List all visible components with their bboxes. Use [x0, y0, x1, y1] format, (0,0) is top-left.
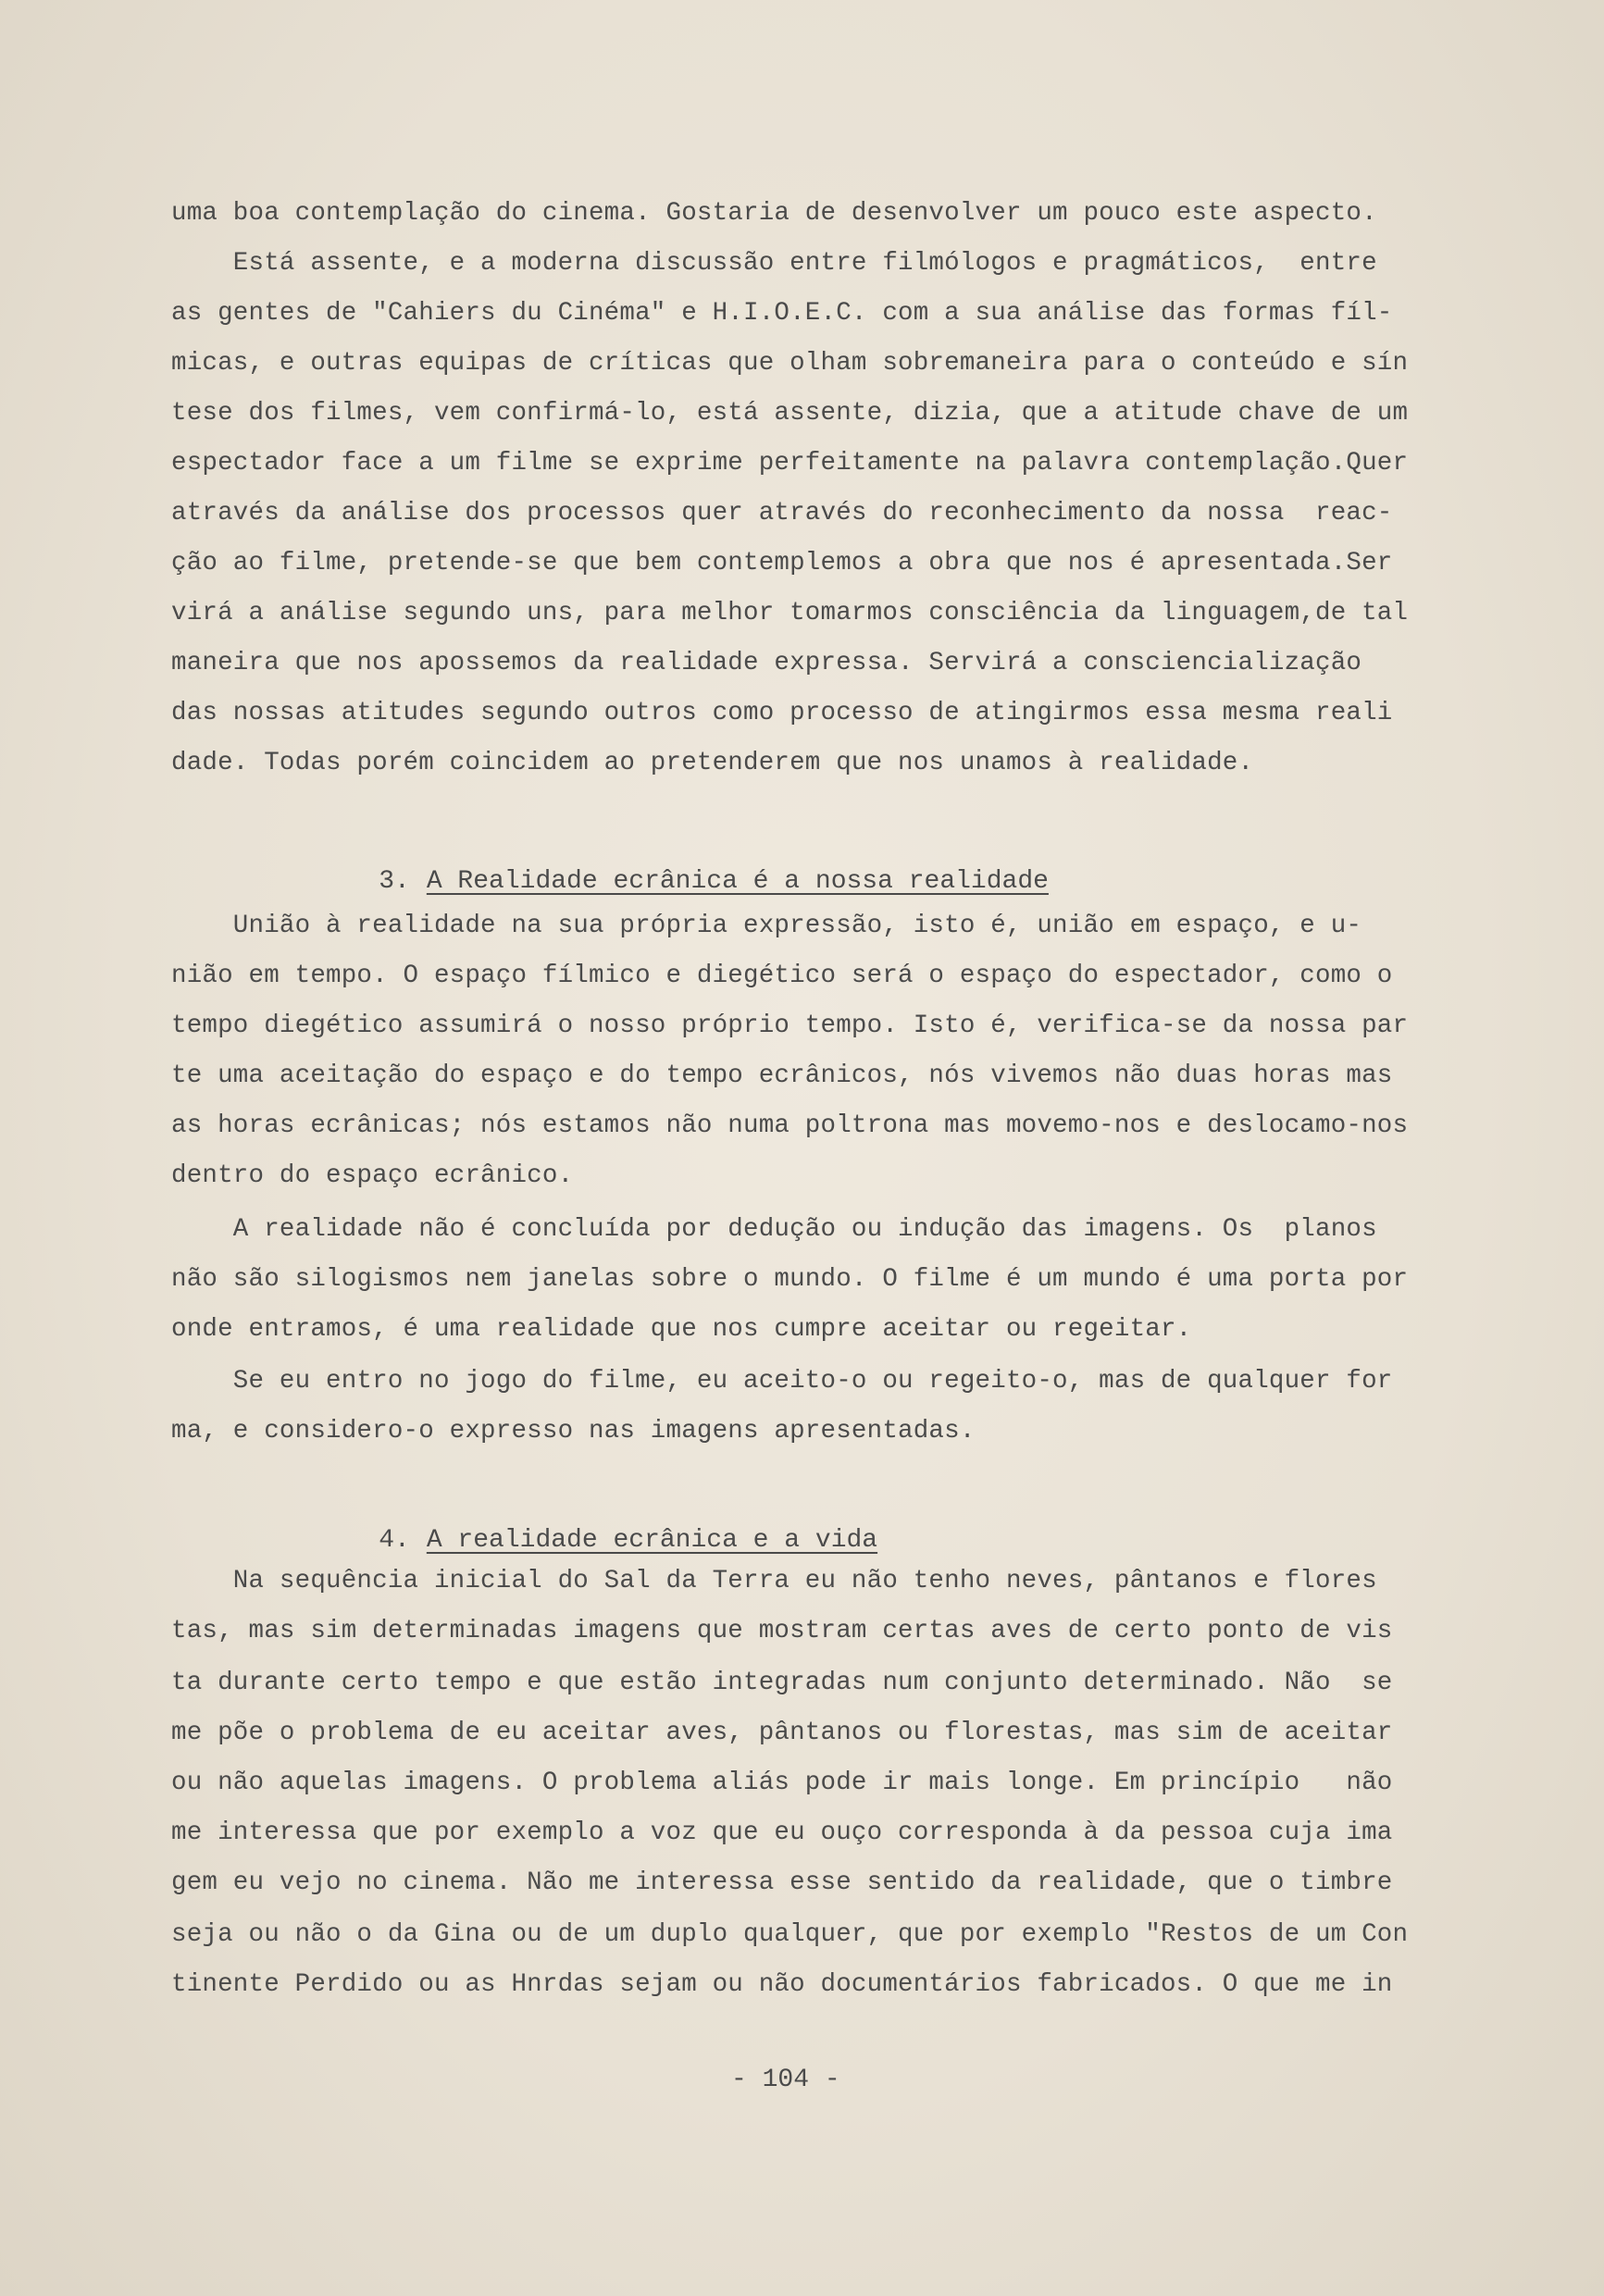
text-line: das nossas atitudes segundo outros como processo de atingirmos essa mesma reali [171, 699, 1393, 727]
section-title: A realidade ecrânica e a vida [426, 1526, 878, 1555]
text-line: micas, e outras equipas de críticas que olham sobremaneira para o conteúdo e sín [171, 349, 1409, 378]
text-line: União à realidade na sua própria expressão, isto é, união em espaço, e u- [171, 912, 1362, 940]
text-line: ção ao filme, pretende-se que bem contemplemos a obra que nos é apresentada.Ser [171, 549, 1393, 577]
text-line: não são silogismos nem janelas sobre o mundo. O filme é um mundo é uma porta por [171, 1265, 1409, 1294]
text-line: Se eu entro no jogo do filme, eu aceito-o ou regeito-o, mas de qualquer for [171, 1367, 1393, 1396]
text-line: seja ou não o da Gina ou de um duplo qualquer, que por exemplo "Restos de um Con [171, 1920, 1409, 1949]
text-line: uma boa contemplação do cinema. Gostaria de desenvolver um pouco este aspecto. [171, 199, 1377, 228]
text-line: me põe o problema de eu aceitar aves, pântanos ou florestas, mas sim de aceitar [171, 1719, 1393, 1747]
text-line: tas, mas sim determinadas imagens que mostram certas aves de certo ponto de vis [171, 1617, 1393, 1645]
text-line: tinente Perdido ou as Hnrdas sejam ou não documentários fabricados. O que me in [171, 1970, 1393, 1999]
text-line: A realidade não é concluída por dedução ou indução das imagens. Os planos [171, 1215, 1377, 1244]
text-line: maneira que nos apossemos da realidade expressa. Servirá a consciencialização [171, 649, 1362, 677]
section-number: 3. [379, 867, 410, 896]
page-number: - 104 - [731, 2066, 840, 2094]
text-line: ta durante certo tempo e que estão integradas num conjunto determinado. Não se [171, 1669, 1393, 1697]
text-line: dentro do espaço ecrânico. [171, 1161, 574, 1190]
text-line: através da análise dos processos quer através do reconhecimento da nossa reac- [171, 499, 1393, 527]
text-line: as gentes de "Cahiers du Cinéma" e H.I.O.E.C. com a sua análise das formas fíl- [171, 299, 1393, 328]
text-line: tempo diegético assumirá o nosso próprio tempo. Isto é, verifica-se da nossa par [171, 1011, 1409, 1040]
text-line: dade. Todas porém coincidem ao pretenderem que nos unamos à realidade. [171, 749, 1254, 777]
section-number: 4. [379, 1526, 410, 1555]
text-line: tese dos filmes, vem confirmá-lo, está assente, dizia, que a atitude chave de um [171, 399, 1409, 428]
text-line: onde entramos, é uma realidade que nos cumpre aceitar ou regeitar. [171, 1315, 1192, 1344]
section-title: A Realidade ecrânica é a nossa realidade [426, 867, 1049, 896]
text-line: nião em tempo. O espaço fílmico e diegético será o espaço do espectador, como o [171, 962, 1393, 990]
text-line: me interessa que por exemplo a voz que eu ouço corresponda à da pessoa cuja ima [171, 1818, 1393, 1847]
text-line: espectador face a um filme se exprime perfeitamente na palavra contemplação.Quer [171, 449, 1409, 478]
text-line: Na sequência inicial do Sal da Terra eu não tenho neves, pântanos e flores [171, 1567, 1377, 1595]
text-line: as horas ecrânicas; nós estamos não numa poltrona mas movemo-nos e deslocamo-nos [171, 1111, 1409, 1140]
text-line: gem eu vejo no cinema. Não me interessa esse sentido da realidade, que o timbre [171, 1868, 1393, 1897]
text-line: Está assente, e a moderna discussão entre filmólogos e pragmáticos, entre [171, 249, 1377, 278]
text-line: ma, e considero-o expresso nas imagens apresentadas. [171, 1417, 976, 1446]
text-line: te uma aceitação do espaço e do tempo ecrânicos, nós vivemos não duas horas mas [171, 1061, 1393, 1090]
text-line: virá a análise segundo uns, para melhor tomarmos consciência da linguagem,de tal [171, 599, 1409, 627]
text-line: ou não aquelas imagens. O problema aliás pode ir mais longe. Em princípio não [171, 1769, 1393, 1797]
